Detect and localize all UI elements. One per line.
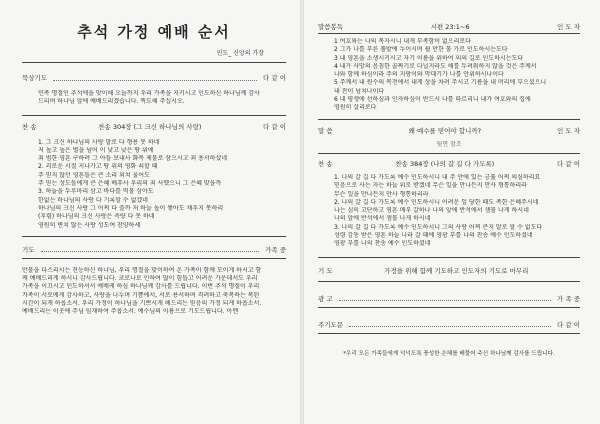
lords-prayer-row [318,318,580,331]
hymn-line: 저 높고 높은 별을 넘어 이 낮고 낮은 땅 위에 [38,146,154,154]
divider [318,333,580,334]
reading-leader: 인 도 자 [557,23,580,31]
hymn-verses [22,139,286,230]
hymn-line: 영원히 변치 않는 사랑 성도여 찬양하세 [38,221,141,229]
hymn-leader: 다 같 이 [557,159,580,168]
hymn-line: 무슨 일을 만나든지 만사 형통하리라 [334,190,429,198]
hymn-line: 나는 심히 고단하고 영혼 매우 갈하나 나의 앞에 반석에서 샘물 나게 하시네 [334,207,529,215]
divider [318,33,580,34]
sermon-note: 뒷면 참조 [436,140,462,148]
prayer-label: 기도 [22,245,35,254]
psalm-line: 나와 함께 하심이라 주의 지팡이와 막대기가 나를 안위하시나이다 [334,71,504,79]
divider [22,62,286,63]
psalm-text [318,38,580,113]
hymn-line: 2. 나의 갈 길 다 가도록 예수 인도하시니 어려운 일 당한 때도 족한 은혜주시네 [334,198,539,206]
divider [22,236,286,237]
reading-label: 말씀봉독 [318,23,344,31]
hymn-line: 1. 나의 갈 길 다 가도록 예수 인도하시니 내 주 안에 있는 긍휼 어찌 의심하리요 [334,173,541,181]
prayer-label: 기 도 [318,266,333,275]
hymn-line: 주 믿지 않던 영혼들은 큰 소리 외쳐 울어도 [38,171,150,179]
psalm-line: 4 내가 사망의 음침한 골짜기로 다닐지라도 해를 두려워하지 않을 것은 주께서 [334,62,537,70]
divider [318,281,580,282]
prayer-leader: 가족 중 [265,245,286,254]
hymn-line: 성령 감동 받은 영혼 하늘 나라 갈 때에 영광 부를 나의 찬송 예수 인도하셨네 [334,232,533,240]
hymn-line: 2. 괴로운 시절 지나가고 땅 위의 영화 쇠할 때 [38,163,158,171]
leader-dots [339,295,551,301]
hymn-line: 주 믿는 성도들에게 큰 은혜 베푸사 우리의 죄 사했으니 그 은혜 맞을까 [38,180,222,188]
prayer-instruction: 가정을 위해 함께 기도하고 인도자의 기도로 마무리 [384,266,529,275]
prayer-line: 만물을 다스리시는 전능하신 하나님, 우리 명절을 맞이하여 온 가족이 함께 모이게 하시고 함 [22,266,262,274]
hymn-line: 하나님의 크신 사랑 그 어찌 다 쓸까 저 하늘 높이 쌓아도 채우지 못하리 [38,204,224,212]
lords-prayer-leader: 다 같 이 [557,320,580,329]
reading-row [318,20,580,33]
lords-prayer-label: 주기도문 [318,320,344,329]
hymn-line: 믿음으로 사는 자는 하늘 위로 받겠네 무슨 일을 만나든지 만사 형통하리라 [334,182,527,190]
closing-note: *우리 모든 가족들에게 넉넉도록 풍성한 은혜를 베풀어 주신 하나님께 감사를 드립니다. [343,350,555,357]
hymn-line: 3. 하늘을 두루마리 삼고 바다를 먹물 삼아도 [38,188,154,196]
prayer-line: 가족이 서로에게 감사하고, 사랑을 나누며 기쁨에서, 서로 용서하며 격려하고 축복하는 복된 [22,291,260,299]
leader-dots [41,246,260,252]
prayer-line: 께 예배드리게 하시니 감사드립니다. 코로나로 인하여 많이 힘들고 어려운 가운데서도 우리 [22,275,258,283]
right-page [304,0,600,424]
call-to-worship [22,90,286,107]
hymn-line: 나의 앞에 반석에서 샘물 나게 하시네 [334,215,431,223]
call-line: 드리며 하나님 앞에 예배드리겠습니다. 찍도해 주십시오. [38,98,185,106]
hymn-row [318,157,580,170]
sermon-leader: 인 도 자 [557,126,580,135]
prayer-line: 시간이 되게 하옵소서. 우리 가정이 하나님을 기쁘시게 해드리는 믿음의 가정 되게 하옵소서. [22,300,262,308]
offering-leader: 가 족 중 [557,294,580,303]
psalm-line: 2 그가 나를 푸른 풀밭에 누이시며 쉴 만한 물 가로 인도하시는도다 [334,46,508,54]
silent-prayer-label: 묵상기도 [22,74,48,82]
hymn-leader: 다 같 이 [263,122,286,131]
offering-row [318,292,580,305]
prayer-row [22,243,286,256]
psalm-line: 영원히 살리로다 [334,104,377,112]
leader-dots [349,321,551,327]
divider [22,115,286,116]
divider [318,119,580,120]
offering-label: 광 고 [318,294,333,303]
hymn-line: 영광 부를 나의 찬송 예수 인도하셨네 [334,240,431,248]
prayer-line: 예배드리는 이곳에 주님 임재하여 주옵소서. 예수님의 이름으로 기도드립니다. 아멘 [22,308,239,316]
hymn-title: 찬송 384장 (나의 갈 길 다 가도록) [395,159,495,168]
hymn-line: 죄 범한 영혼 구하려 그 아들 보내사 화목 제물로 삼으시고 죄 용서하셨네 [38,155,228,163]
prayer-row [318,264,580,277]
psalm-line: 1 여호와는 나의 목자시니 내게 부족함이 없으리로다 [334,38,471,45]
psalm-line: 6 내 평생에 선하심과 인자하심이 반드시 나를 따르리니 내가 여호와의 집에 [334,96,531,104]
hymn-row [22,120,286,133]
hymn-verses [318,174,580,249]
sermon-row [318,124,580,137]
page-title: 추석 가정 예배 순서 [77,23,231,41]
reading-reference: 시편 23:1~6 [430,23,470,31]
psalm-line: 5 주께서 내 원수의 목전에서 내게 상을 차려 주시고 기름을 내 머리에 부으셨으니 [334,79,547,87]
divider [22,258,286,259]
psalm-line: 3 내 영혼을 소생시키시고 자기 이름을 위하여 의의 길로 인도하시는도다 [334,54,524,62]
hymn-label: 찬 송 [318,159,333,168]
hymn-line: (후렴) 하나님의 크신 사랑은 측량 다 못 하네 [38,213,155,221]
silent-prayer-leader: 다 같 이 [263,74,286,82]
sermon-label: 말 씀 [318,126,333,135]
divider [318,153,580,154]
hymn-title: 찬송 304장 (그 크신 하나님의 사랑) [98,122,202,131]
psalm-line: 내 잔이 넘치나이다 [334,87,385,95]
divider [318,257,580,258]
family-leader: 인도_ 신앙의 가장 [216,50,264,57]
divider [318,307,580,308]
hymn-label: 찬 송 [22,122,37,131]
prayer-line: 가족을 이끄시고 인도하셔서 예배케 하심 하나님께 감사를 드립니다. 이번 추석 명절이 우리 [22,283,260,291]
call-line: 민족 명절인 추석에을 맞이해 오늘까지 우리 가족을 지키시고 인도하신 하나님께 감사 [38,90,260,97]
hymn-line: 3. 나의 갈 길 다 가도록 예수 인도하시니 그의 사랑 어찌 큰지 말로 할 수 없도다 [334,223,543,231]
silent-prayer-row [22,71,286,84]
hymn-line: 한없는 하나님의 사랑 다 기록할 수 없겠네 [38,196,148,204]
hymn-line: 1. 그 크신 하나님의 사랑 말로 다 형용 못 하네 [38,138,160,146]
prayer-text [22,267,286,317]
leader-dots [53,75,257,81]
sermon-title: 왜 예수를 믿어야 합니까? [408,126,482,135]
